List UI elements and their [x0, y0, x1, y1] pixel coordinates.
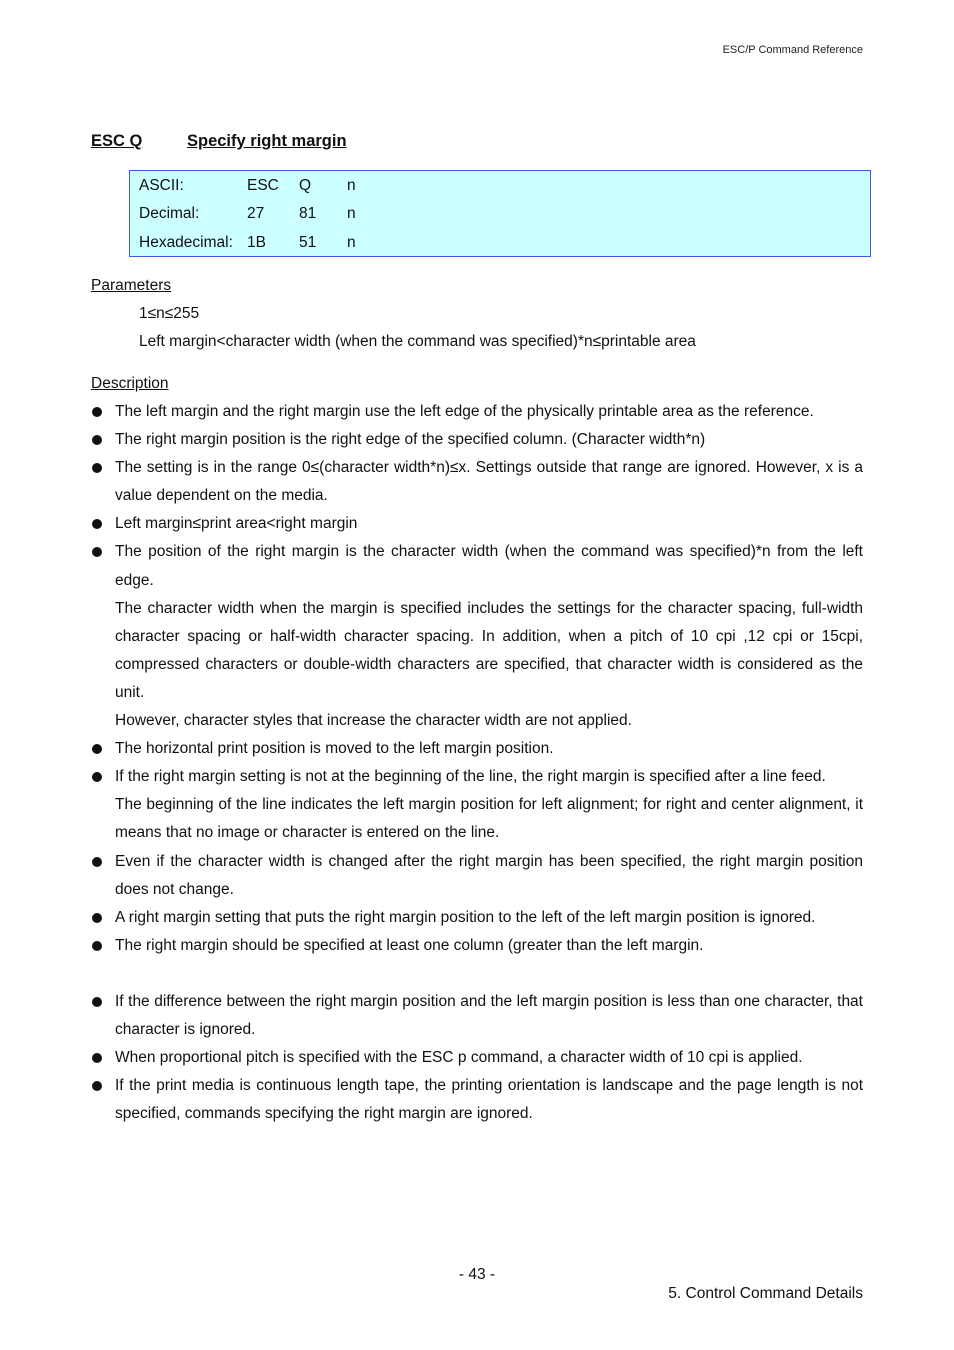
description-heading: Description [91, 375, 169, 392]
bullet-icon [92, 997, 102, 1007]
list-item [91, 510, 863, 538]
bullet-icon [92, 941, 102, 951]
item-text: The position of the right margin is the character width (when the command was specified)*n from the left edge. [115, 543, 863, 589]
list-item [91, 1072, 863, 1128]
page-number: - 43 - [458, 1266, 496, 1283]
item-text: If the difference between the right margin position and the left margin position is less than one character, that character is ignored. [115, 992, 863, 1039]
list-item [91, 763, 863, 847]
code-cell: Decimal: [139, 205, 200, 222]
code-cell: Hexadecimal: [139, 234, 233, 251]
code-cell: 1B [247, 234, 266, 251]
bullet-icon [92, 913, 102, 923]
code-cell: Q [299, 177, 312, 194]
code-table [129, 170, 871, 257]
bullet-icon [92, 519, 102, 529]
bullet-icon [92, 435, 102, 445]
item-text: Left margin≤print area<right margin [115, 515, 358, 533]
item-text: The character width when the margin is specified includes the settings for the character spacing, full-width character spacing or half-width character spacing. In addition, when a pitch of 10 cpi ,12 cpi or 15cpi, compressed characters or double-width characters are specified, that character width is considered as the unit. [115, 599, 863, 701]
code-cell: 51 [299, 234, 317, 251]
code-cell: n [347, 177, 356, 194]
list-item [91, 454, 863, 510]
running-header: ESC/P Command Reference [722, 44, 863, 56]
list-item [91, 538, 863, 735]
bullet-icon [92, 772, 102, 782]
bullet-icon [92, 407, 102, 417]
code-cell: n [347, 234, 356, 251]
item-text: The beginning of the line indicates the left margin position for left alignment; for right and center alignment, it means that no image or character is entered on the line. [115, 796, 863, 842]
footer-chapter: 5. Control Command Details [668, 1285, 863, 1302]
list-item [91, 848, 863, 904]
item-text: Even if the character width is changed after the right margin has been specified, the right margin position does not change. [115, 852, 863, 898]
item-text: The right margin position is the right edge of the specified column. (Character width*n) [115, 431, 706, 449]
list-item [91, 426, 863, 454]
command-name: Specify right margin [187, 132, 347, 150]
parameter-range: 1≤n≤255 [139, 305, 200, 322]
item-text: If the print media is continuous length tape, the printing orientation is landscape and the page length is not specified, commands specifying the right margin are ignored. [115, 1077, 863, 1123]
item-text: If the right margin setting is not at the beginning of the line, the right margin is specified after a line feed. [115, 768, 826, 786]
bullet-icon [92, 744, 102, 754]
parameters-heading: Parameters [91, 277, 172, 294]
list-item [91, 398, 863, 426]
code-cell: ESC [247, 177, 279, 194]
list-item [91, 904, 863, 932]
item-text: A right margin setting that puts the right margin position to the left of the left margin position is ignored. [115, 908, 816, 926]
code-cell: 27 [247, 205, 265, 222]
list-item [91, 735, 863, 763]
bullet-icon [92, 463, 102, 473]
bullet-icon [92, 1081, 102, 1091]
parameter-condition: Left margin<character width (when the command was specified)*n≤printable area [139, 333, 696, 350]
description-list [91, 398, 863, 1128]
code-cell: ASCII: [139, 177, 184, 194]
command-code: ESC Q [91, 132, 143, 150]
bullet-icon [92, 857, 102, 867]
bullet-icon [92, 1053, 102, 1063]
item-text: When proportional pitch is specified with the ESC p command, a character width of 10 cpi is applied. [115, 1049, 803, 1067]
list-item [91, 932, 863, 960]
list-item [91, 1044, 863, 1072]
item-text: The horizontal print position is moved to the left margin position. [115, 740, 554, 758]
item-text: The right margin should be specified at least one column (greater than the left margin. [115, 936, 704, 954]
list-item [91, 988, 863, 1044]
code-cell: n [347, 205, 356, 222]
command-heading [91, 132, 347, 151]
item-text: The left margin and the right margin use the left edge of the physically printable area as the reference. [115, 403, 814, 420]
code-cell: 81 [299, 205, 317, 222]
item-text: The setting is in the range 0≤(character width*n)≤x. Settings outside that range are ignored. However, x is a value dependent on the media. [115, 459, 863, 505]
bullet-icon [92, 547, 102, 557]
item-text: However, character styles that increase the character width are not applied. [115, 712, 632, 730]
